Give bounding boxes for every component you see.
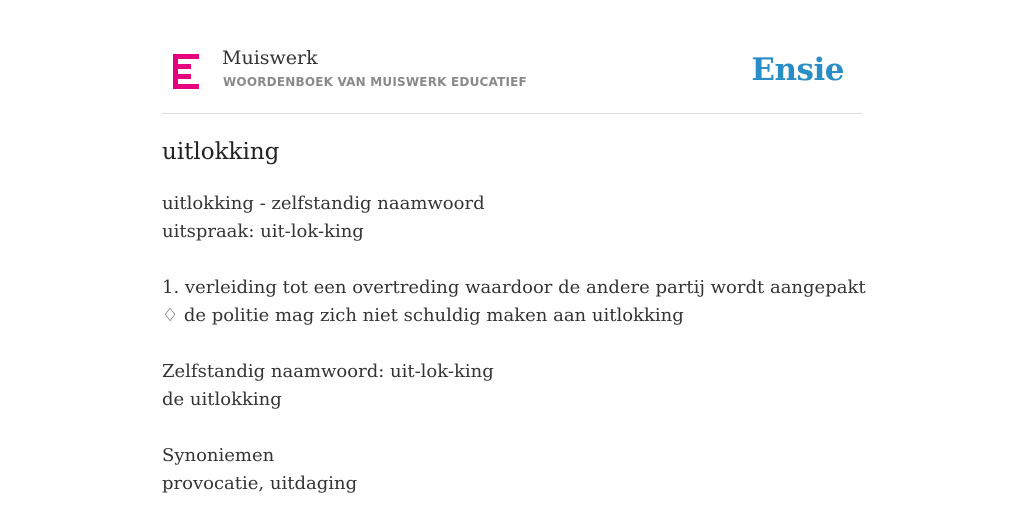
definition-line: uitspraak: uit-lok-king — [162, 221, 364, 242]
definition-line — [162, 330, 862, 358]
brand-subtitle: WOORDENBOEK VAN MUISWERK EDUCATIEF — [223, 75, 527, 89]
definition-line — [162, 246, 862, 274]
definition-line: 1. verleiding tot een overtreding waardoor de andere partij wordt aangepakt — [162, 277, 866, 298]
muiswerk-logo-icon[interactable] — [173, 54, 201, 90]
entry-content — [162, 190, 866, 498]
entry-title: uitlokking — [162, 139, 280, 165]
definition-line: Zelfstandig naamwoord: uit-lok-king — [162, 361, 494, 382]
definition-line: uitlokking - zelfstandig naamwoord — [162, 193, 485, 214]
definition-line: provocatie, uitdaging — [162, 473, 358, 494]
definition-line — [162, 414, 862, 442]
definition-line: Synoniemen — [162, 445, 275, 466]
ensie-logo[interactable]: Ensie — [751, 52, 844, 88]
brand-name[interactable]: Muiswerk — [222, 47, 318, 69]
header — [162, 40, 862, 114]
definition-line: de uitlokking — [162, 389, 282, 410]
definition-line: ♢ de politie mag zich niet schuldig maken aan uitlokking — [162, 305, 684, 326]
